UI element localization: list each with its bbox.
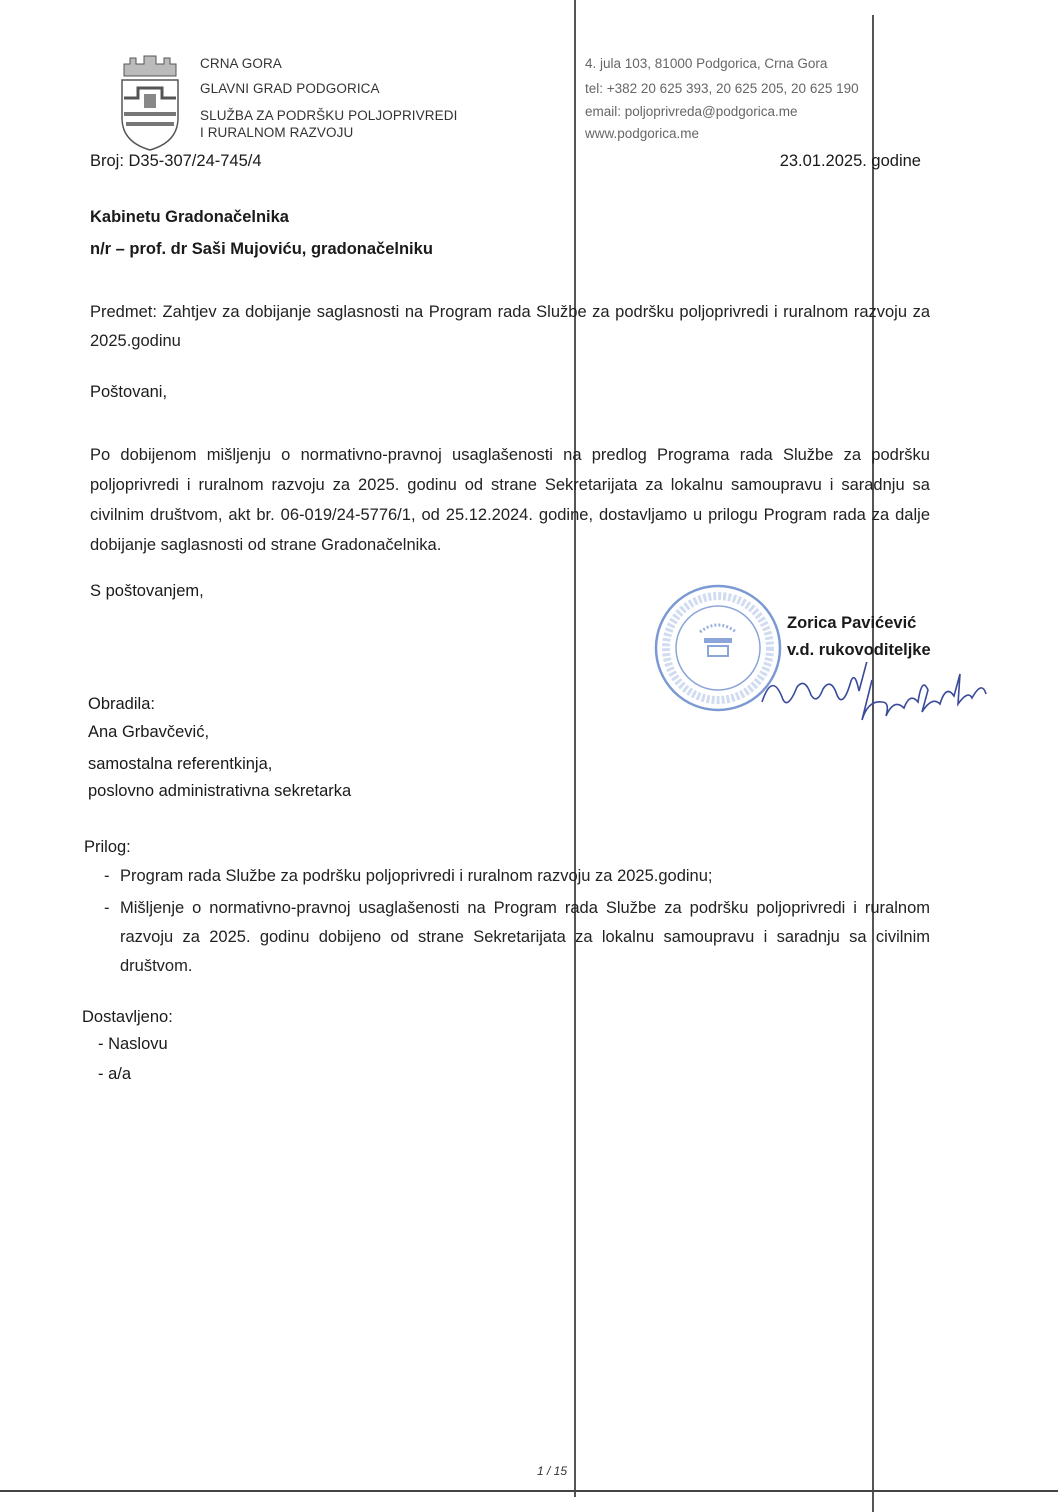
- header-email: email: poljoprivreda@podgorica.me: [585, 104, 798, 119]
- body-paragraph: Po dobijenom mišljenju o normativno-pravnoj usaglašenosti na predlog Programa rada Službe za podršku poljoprivredi i ruralnom razvoju za 2025. godinu od strane Sekretarijata za lokalnu samoupravu i saradnju sa civilnim društvom, akt br. 06-019/24-5776/1, od 25.12.2024. godine, dostavljamo u prilogu Program rada za dalje dobijanje saglasnosti od strane Gradonačelnika.: [90, 446, 930, 554]
- scan-line: [574, 0, 576, 1497]
- header-city: GLAVNI GRAD PODGORICA: [200, 81, 380, 96]
- delivered-item: - a/a: [98, 1065, 132, 1083]
- delivered-label: Dostavljeno:: [82, 1008, 173, 1026]
- header-website: www.podgorica.me: [585, 126, 700, 141]
- prepared-by-role-2: poslovno administrativna sekretarka: [88, 782, 352, 800]
- attachments-list: [100, 862, 930, 981]
- scan-bottom-border: [0, 1490, 1058, 1492]
- greeting: Poštovani,: [90, 383, 168, 401]
- header-country: CRNA GORA: [200, 56, 282, 71]
- header-phone: tel: +382 20 625 393, 20 625 205, 20 625 190: [585, 81, 859, 96]
- signatory-name: Zorica Pavićević: [787, 614, 917, 632]
- prepared-by-label: Obradila:: [88, 695, 155, 713]
- page-number: 1 / 15: [537, 1464, 568, 1478]
- handwritten-signature: [752, 662, 1037, 732]
- header-address: 4. jula 103, 81000 Podgorica, Crna Gora: [585, 56, 828, 71]
- delivered-item: - Naslovu: [98, 1035, 168, 1053]
- recipient-line-1: Kabinetu Gradonačelnika: [90, 208, 289, 226]
- scan-line: [872, 15, 874, 1512]
- prepared-by-role-1: samostalna referentkinja,: [88, 755, 273, 773]
- header-service-2: I RURALNOM RAZVOJU: [200, 125, 354, 140]
- signatory-title: v.d. rukovoditeljke: [787, 641, 931, 659]
- closing: S poštovanjem,: [90, 582, 204, 600]
- reference-number: Broj: D35-307/24-745/4: [90, 152, 262, 170]
- prepared-by-name: Ana Grbavčević,: [88, 723, 210, 741]
- attachments-label: Prilog:: [84, 838, 131, 856]
- attachment-item: - Mišljenje o normativno-pravnoj usaglašenosti na Program rada Službe za podršku poljoprivredi i ruralnom razvoju za 2025. godinu dobijeno od strane Sekretarijata za lokalnu samoupravu i saradnju sa civilnim društvom.: [100, 894, 930, 981]
- recipient-line-2: n/r – prof. dr Saši Mujoviću, gradonačelniku: [90, 240, 433, 258]
- header-service: SLUŽBA ZA PODRŠKU POLJOPRIVREDI: [200, 108, 458, 123]
- document-date: 23.01.2025. godine: [779, 152, 921, 170]
- subject: Predmet: Zahtjev za dobijanje saglasnosti na Program rada Službe za podršku poljoprivredi i ruralnom razvoju za 2025.godinu: [90, 303, 930, 350]
- coat-of-arms-logo: [118, 52, 182, 152]
- attachment-item: - Program rada Službe za podršku poljoprivredi i ruralnom razvoju za 2025.godinu;: [100, 862, 930, 891]
